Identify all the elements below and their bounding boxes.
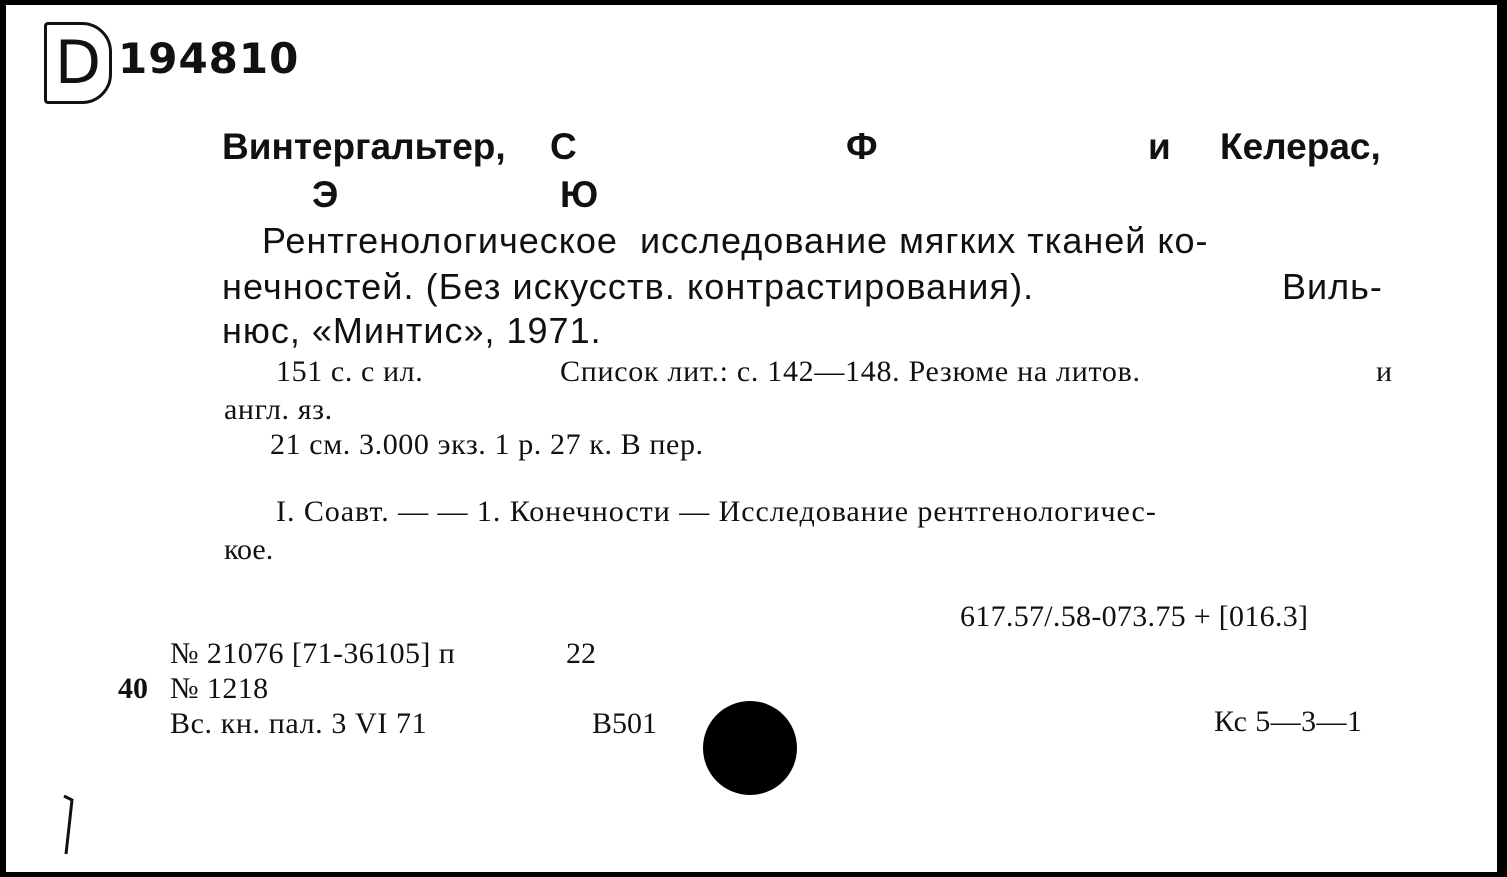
stamp-letter: D	[44, 22, 112, 104]
author-surname: Винтергальтер,	[222, 126, 506, 167]
title-line-2-end: Виль-	[1282, 266, 1383, 307]
physical-line-1-a: 151 с. с ил.	[276, 355, 424, 388]
registry-line-1-a: № 21076 [71-36105] п	[170, 637, 456, 670]
title-line-1: Рентгенологическое исследование мягких тканей ко-	[262, 220, 1209, 261]
registry-number-40: 40	[118, 672, 148, 705]
physical-line-2: англ. яз.	[224, 393, 333, 426]
card-edge-right	[1497, 0, 1507, 877]
registry-line-2: № 1218	[170, 672, 269, 705]
card-edge-bottom	[0, 872, 1507, 877]
registry-line-3-a: Вс. кн. пал. 3 VI 71	[170, 707, 428, 740]
physical-line-1-b: Список лит.: с. 142—148. Резюме на литов.	[560, 355, 1141, 388]
physical-line-3: 21 см. 3.000 экз. 1 р. 27 к. В пер.	[270, 428, 704, 461]
stamp-number: 194810	[118, 34, 300, 83]
physical-line-1-c: и	[1376, 355, 1393, 388]
coauthor-initial-2: Ю	[560, 174, 599, 215]
author-conjunction: и	[1148, 126, 1171, 167]
registry-line-1-b: 22	[566, 637, 596, 670]
author-initial-1: С	[550, 126, 577, 167]
card-edge-top	[0, 0, 1507, 5]
registry-line-3-b: В501	[592, 707, 658, 740]
udc-index: 617.57/.58-073.75 + [016.3]	[960, 600, 1309, 633]
coauthor-surname: Келерас,	[1220, 126, 1381, 167]
tracing-line-1: I. Соавт. — — 1. Конечности — Исследование рентгенологичес-	[276, 495, 1157, 528]
title-line-2: нечностей. (Без искусств. контрастирования).	[222, 266, 1035, 307]
coauthor-initial-1: Э	[312, 174, 339, 215]
title-line-3: нюс, «Минтис», 1971.	[222, 310, 602, 351]
author-initial-2: Ф	[846, 126, 878, 167]
ink-mark	[56, 792, 80, 860]
tracing-line-2: кое.	[224, 533, 274, 566]
punch-hole	[703, 701, 797, 795]
card-edge-left	[0, 0, 6, 877]
kc-index: Кс 5—3—1	[1214, 705, 1363, 738]
